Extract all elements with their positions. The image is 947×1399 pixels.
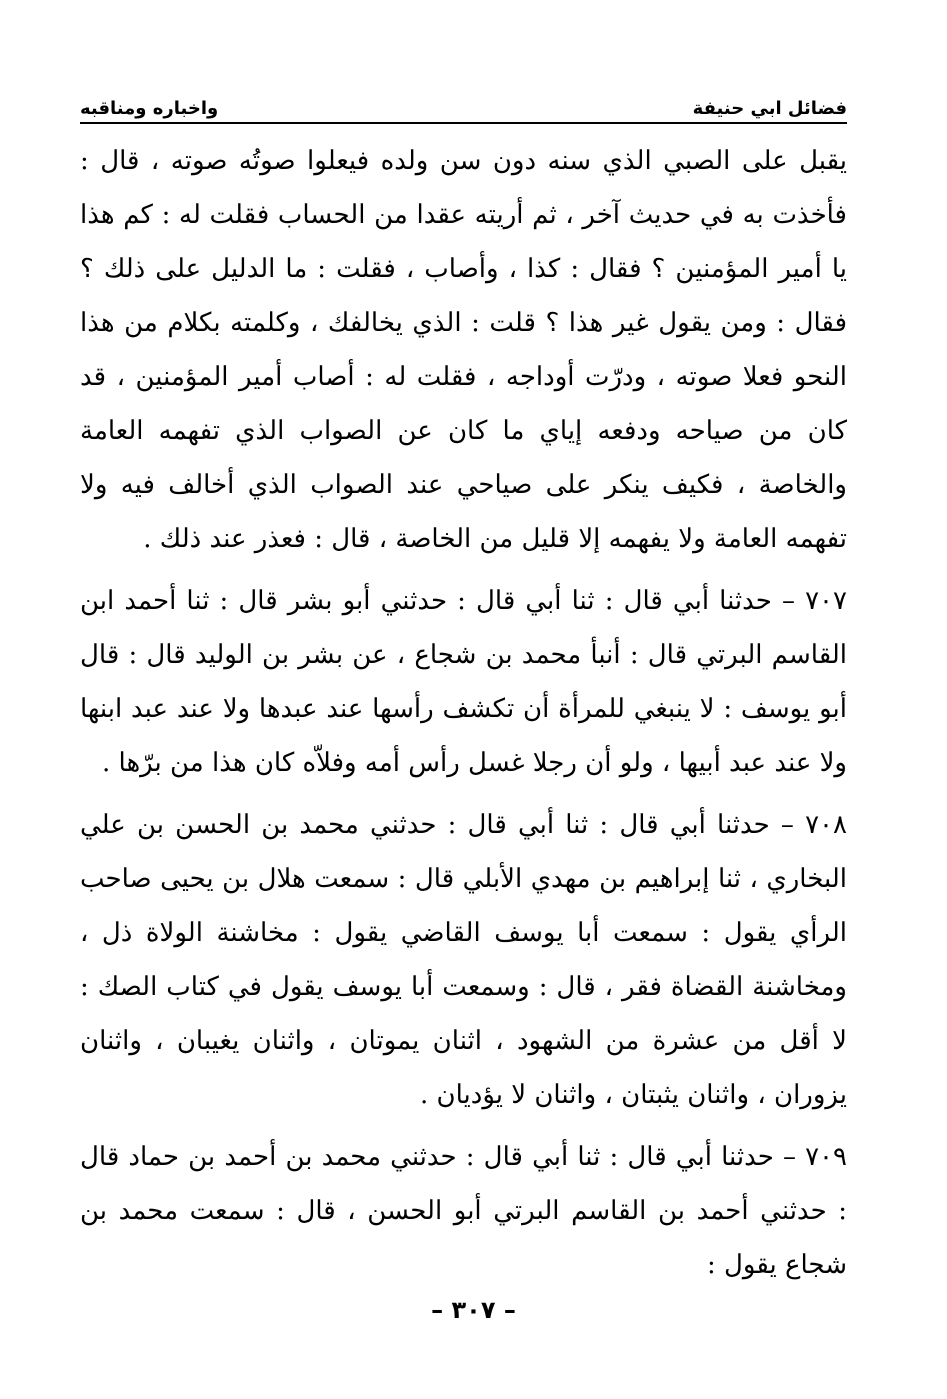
header-divider xyxy=(80,122,847,124)
header-book-title: فضائل ابي حنيفة xyxy=(692,98,847,119)
paragraph-hadith-707: ٧٠٧ – حدثنا أبي قال : ثنا أبي قال : حدثني أبو بشر قال : ثنا أحمد ابن القاسم البرتي قال : أنبأ محمد بن شجاع ، عن بشر بن الوليد قال : قال أبو يوسف : لا ينبغي للمرأة أن تكشف رأسها عند عبدها ولا عند عبد ابنها ولا عند عبد أبيها ، ولو أن رجلا غسل رأس أمه وفلاّه كان هذا من برّها . xyxy=(80,586,847,778)
paragraph-continuation: يقبل على الصبي الذي سنه دون سن ولده فيعلوا صوتُه صوته ، قال : فأخذت به في حديث آخر ، ثم أريته عقدا من الحساب فقلت له : كم هذا يا أمير المؤمنين ؟ فقال : كذا ، وأصاب ، فقلت : ما الدليل على ذلك ؟ فقال : ومن يقول غير هذا ؟ قلت : الذي يخالفك ، وكلمته بكلام من هذا النحو فعلا صوته ، ودرّت أوداجه ، فقلت له : أصاب أمير المؤمنين ، قد كان من صياحه ودفعه إياي ما كان عن الصواب الذي تفهمه العامة والخاصة ، فكيف ينكر على صياحي عند الصواب الذي أخالف فيه ولا تفهمه العامة ولا يفهمه إلا قليل من الخاصة ، قال : فعذر عند ذلك . xyxy=(80,146,847,554)
header-section-title: واخباره ومناقبه xyxy=(80,98,219,119)
book-page xyxy=(80,78,847,1292)
paragraph-hadith-709: ٧٠٩ – حدثنا أبي قال : ثنا أبي قال : حدثني محمد بن أحمد بن حماد قال : حدثني أحمد بن القاسم البرتي أبو الحسن ، قال : سمعت محمد بن شجاع يقول : xyxy=(80,1142,847,1280)
body-text xyxy=(80,134,847,1292)
paragraph-hadith-708: ٧٠٨ – حدثنا أبي قال : ثنا أبي قال : حدثني محمد بن الحسن بن علي البخاري ، ثنا إبراهيم بن مهدي الأبلي قال : سمعت هلال بن يحيى صاحب الرأي يقول : سمعت أبا يوسف القاضي يقول : مخاشنة الولاة ذل ، ومخاشنة القضاة فقر ، قال : وسمعت أبا يوسف يقول في كتاب الصك : لا أقل من عشرة من الشهود ، اثنان يموتان ، واثنان يغيبان ، واثنان يزوران ، واثنان يثبتان ، واثنان لا يؤديان . xyxy=(80,810,847,1110)
page-number: – ٣٠٧ – xyxy=(431,1296,516,1324)
running-header xyxy=(80,78,847,118)
